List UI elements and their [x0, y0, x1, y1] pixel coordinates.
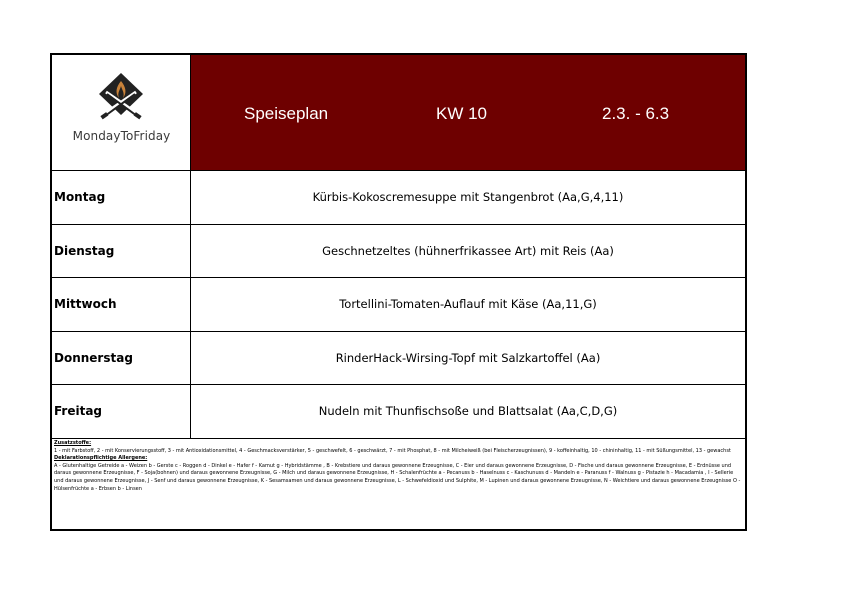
date-range: 2.3. - 6.3 — [602, 104, 670, 123]
header-row — [52, 55, 745, 171]
day-name: Donnerstag — [52, 332, 191, 385]
additives-text: 1 - mit Farbstoff, 2 - mit Konservierungsstoff, 3 - mit Antioxidationsmittel, 4 - Geschmacksverstärker, 5 - geschwefelt, 6 - geschwärzt, 7 - mit Phosphat, 8 - mit Milcheiweiß (bei Fleischerzeugnissen), 9 - koffeinhaltig, 10 - chininhaltig, 11 - mit Süßungsmittel, 13 - gewachst — [54, 447, 731, 454]
logo — [52, 55, 191, 170]
meal-description: Kürbis-Kokoscremesuppe mit Stangenbrot (Aa,G,4,11) — [312, 190, 624, 204]
meal-description: Tortellini-Tomaten-Auflauf mit Käse (Aa,11,G) — [339, 297, 597, 311]
day-row-thursday — [52, 332, 745, 386]
day-row-wednesday — [52, 278, 745, 332]
meal-description: Nudeln mit Thunfischsoße und Blattsalat (Aa,C,D,G) — [318, 404, 618, 418]
menu-sheet — [50, 53, 747, 531]
day-name: Dienstag — [52, 225, 191, 278]
allergens-heading: Deklarationspflichtige Allergene: — [54, 455, 148, 462]
footnotes — [54, 440, 744, 493]
calendar-week: KW 10 — [436, 104, 488, 123]
day-name: Mittwoch — [52, 278, 191, 331]
page-title: Speiseplan — [244, 104, 329, 123]
title-banner — [191, 55, 745, 170]
day-row-monday — [52, 171, 745, 225]
chef-knives-flame-icon — [98, 72, 144, 124]
allergens-text: A - Glutenhaltige Getreide a - Weizen b - Gerste c - Roggen d - Dinkel e - Hafer f - Kamut g - Hybridstämme , B - Krebstiere und daraus gewonnene Erzeugnisse, C - Eier und daraus gewonnene Erzeugnisse, D - Fische und daraus gewonnene Erzeugnisse, E - Erdnüsse und daraus gewonnene Erzeugnisse, F - Soja(bohnen) und daraus gewonnene Erzeugnisse, G - Milch und daraus gewonnene Erzeugnisse, H - Schalenfrüchte a - Pecanuss b - Haselnuss c - Kaschunuss d - Mandeln e - Paranuss f - Walnuss g - Pistazie h - Macadamia , I - Sellerie und daraus gewonnene Erzeugnisse, J - Senf und daraus gewonnene Erzeugnisse, K - Sesamsamen und daraus gewonnene Erzeugnisse, L - Schwefeldioxid und Sulphite, M - Lupinen und daraus gewonnene Erzeugnisse, N - Weichtiere und daraus gewonnene Erzeugnisse O - Hülsenfrüchte a - Erbsen b - Linsen — [54, 462, 741, 492]
day-name: Montag — [52, 171, 191, 224]
day-row-friday — [52, 385, 745, 439]
additives-heading: Zusatzstoffe: — [54, 440, 92, 446]
day-name: Freitag — [52, 385, 191, 438]
brand-name: MondayToFriday — [72, 129, 171, 143]
meal-description: Geschnetzeltes (hühnerfrikassee Art) mit Reis (Aa) — [322, 243, 614, 258]
day-row-tuesday — [52, 225, 745, 279]
meal-description: RinderHack-Wirsing-Topf mit Salzkartoffel (Aa) — [335, 350, 601, 365]
